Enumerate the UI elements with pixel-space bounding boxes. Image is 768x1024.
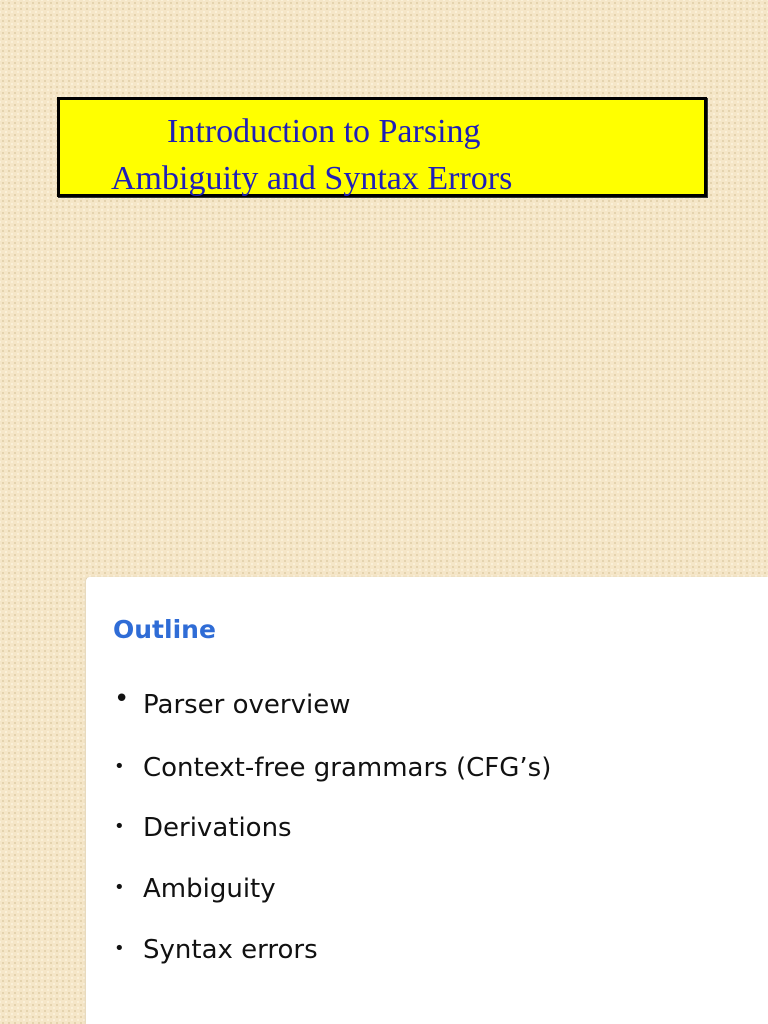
- title-line-1: Introduction to Parsing: [167, 113, 481, 150]
- outline-item-parser-overview: [114, 686, 350, 718]
- outline-item-label: Ambiguity: [143, 874, 276, 904]
- outline-heading: Outline: [113, 615, 216, 644]
- bullet-icon: •: [114, 684, 130, 714]
- title-line-2: Ambiguity and Syntax Errors: [111, 160, 513, 197]
- bullet-icon: •: [114, 816, 125, 837]
- bullet-icon: •: [114, 938, 125, 959]
- title-box: [57, 97, 707, 197]
- outline-item-label: Derivations: [143, 813, 292, 843]
- outline-item-derivations: [114, 815, 292, 841]
- bullet-icon: •: [114, 877, 125, 898]
- outline-item-label: Context-free grammars (CFG’s): [143, 753, 552, 783]
- outline-item-label: Syntax errors: [143, 935, 318, 965]
- outline-item-ambiguity: [114, 876, 276, 902]
- outline-item-cfgs: [114, 755, 551, 781]
- outline-item-syntax-errors: [114, 937, 318, 963]
- outline-item-label: Parser overview: [143, 690, 351, 720]
- bullet-icon: •: [114, 756, 125, 777]
- outline-slide: [86, 577, 768, 1024]
